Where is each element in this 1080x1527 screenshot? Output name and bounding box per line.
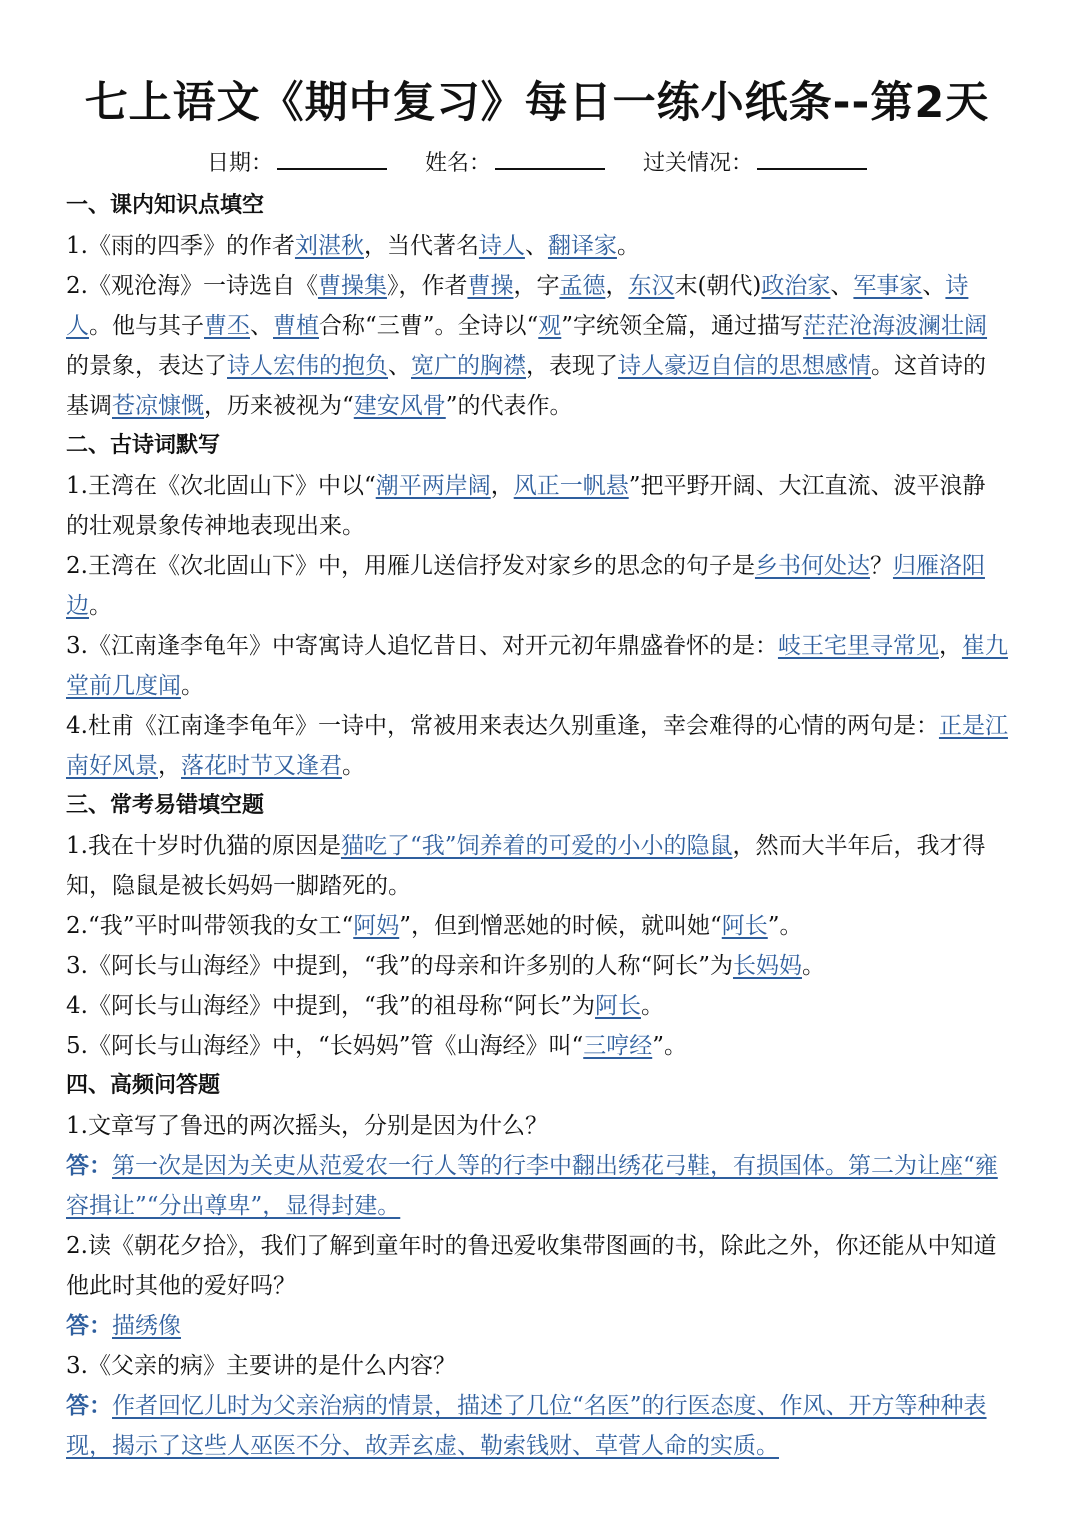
question-text: 、	[388, 353, 411, 379]
question-item	[66, 466, 1008, 546]
answer-label: 答：	[66, 1152, 112, 1179]
question-text: ，字	[513, 273, 560, 299]
date-field	[207, 146, 387, 176]
question-text: 1.《雨的四季》的作者	[66, 233, 295, 259]
answer-text: 描绣像	[112, 1313, 181, 1339]
question-item: 1.文章写了鲁迅的两次摇头，分别是因为什么？	[66, 1113, 548, 1139]
question-text: 》，作者	[386, 273, 468, 299]
question-text: ”。	[652, 1033, 687, 1059]
question-text: 的景象，表达了	[66, 353, 227, 379]
question-text: 、	[830, 273, 854, 299]
header-fields	[66, 146, 1008, 176]
question-text: 。	[640, 993, 664, 1019]
question-item: 3.《父亲的病》主要讲的是什么内容？	[66, 1353, 456, 1379]
answer-text: 孟德	[559, 273, 606, 299]
answer-text: 苍凉慷慨	[112, 393, 204, 419]
answer-text: 阿长	[594, 993, 641, 1019]
question-text: ，当代著名	[363, 233, 479, 259]
question-text: 2.“我”平时叫带领我的女工“	[66, 913, 354, 939]
question-item	[66, 706, 1008, 786]
question-text: ”字统领全篇，通过描写	[561, 313, 804, 339]
question-text: 1.王湾在《次北固山下》中以“	[66, 473, 376, 499]
answer-text: 岐王宅里寻常见	[777, 633, 939, 659]
question-text: ，	[938, 633, 962, 659]
worksheet-content	[66, 186, 1008, 1466]
answer-text: 观	[538, 313, 562, 339]
question-text: ”。	[767, 913, 803, 939]
question-text: 。	[89, 593, 112, 619]
question-text: 3.《阿长与山海经》中提到，“我”的母亲和许多别的人称“阿长”为	[66, 953, 733, 979]
question-item: 2.读《朝花夕拾》，我们了解到童年时的鲁迅爱收集带图画的书，除此之外，你还能从中知道他此时其他的爱好吗？	[66, 1233, 997, 1299]
question-text: ”，但到憎恶她的时候，就叫她“	[399, 913, 722, 939]
question-text: ，表现了	[526, 353, 618, 379]
question-text: 、	[250, 313, 273, 339]
name-blank	[495, 146, 605, 170]
answer-text: 阿妈	[353, 913, 400, 939]
answer-text: 三哼经	[583, 1033, 653, 1059]
answer-text: 茫茫沧海波澜壮阔	[803, 313, 988, 339]
status-field	[643, 146, 867, 176]
answer-text: 建安风骨	[353, 393, 446, 419]
answer-text: 风正一帆悬	[513, 473, 629, 499]
question-text: 2.王湾在《次北固山下》中，用雁儿送信抒发对家乡的思念的句子是	[66, 553, 755, 579]
question-text: 。他与其子	[89, 313, 204, 339]
status-blank	[757, 146, 867, 170]
question-item	[66, 986, 1008, 1026]
answer-text: 崔九堂前几度闻	[66, 633, 1008, 699]
question-item	[66, 1026, 1008, 1066]
question-text: 4.杜甫《江南逢李龟年》一诗中，常被用来表达久别重逢，幸会难得的心情的两句是：	[66, 713, 939, 739]
answer-text: 曹操	[467, 273, 514, 299]
answer-text: 曹操集	[317, 273, 387, 299]
answer-text: 刘湛秋	[294, 233, 364, 259]
question-text: 4.《阿长与山海经》中提到，“我”的祖母称“阿长”为	[66, 993, 595, 1019]
answer-text: 长妈妈	[732, 953, 802, 979]
question-item	[66, 826, 1008, 906]
answer-text: 军事家	[853, 273, 923, 299]
section-heading: 三、常考易错填空题	[66, 793, 265, 818]
date-label: 日期：	[206, 151, 273, 176]
section-heading: 四、高频问答题	[66, 1073, 221, 1098]
question-item	[66, 626, 1008, 706]
question-item	[66, 906, 1008, 946]
answer-text: 诗人宏伟的抱负	[227, 353, 388, 379]
answer-text: 阿长	[721, 913, 768, 939]
question-text: 2.《观沧海》一诗选自《	[66, 273, 318, 299]
answer-text: 翻译家	[547, 233, 617, 259]
question-text: 。这首诗的基调	[66, 353, 986, 419]
question-item	[66, 946, 1008, 986]
answer-text: 曹植	[273, 313, 319, 339]
answer-text: 正是江南好风景	[66, 713, 1008, 779]
question-text: 、	[524, 233, 548, 259]
answer-text: 诗人豪迈自信的思想感情	[618, 353, 871, 379]
question-text: ，然而大半年后，我才得知，隐鼠是被长妈妈一脚踏死的。	[66, 833, 986, 899]
question-text: 末(朝代)	[674, 273, 762, 299]
answer-item	[66, 1146, 1008, 1226]
name-field	[425, 146, 605, 176]
answer-text: 政治家	[761, 273, 831, 299]
answer-text: 诗人	[478, 233, 525, 259]
section-heading: 一、课内知识点填空	[66, 193, 265, 218]
question-item	[66, 266, 1008, 426]
answer-label: 答：	[66, 1392, 112, 1419]
question-text: 。	[616, 233, 640, 259]
status-label: 过关情况：	[643, 151, 754, 176]
answer-text: 第一次是因为关吏从范爱农一行人等的行李中翻出绣花弓鞋，有损国体。第二为让座“雍容揖让”“分出尊卑”，显得封建。	[66, 1153, 998, 1219]
question-text: ”的代表作。	[445, 393, 573, 419]
answer-text: 作者回忆儿时为父亲治病的情景，描述了几位“名医”的行医态度、作风、开方等种种表现，揭示了这些人巫医不分、故弄玄虚、勒索钱财、草菅人命的实质。	[66, 1393, 987, 1459]
question-text: 1.我在十岁时仇猫的原因是	[66, 833, 341, 859]
question-item	[66, 226, 1008, 266]
answer-text: 宽广的胸襟	[411, 353, 526, 379]
question-text: 、	[922, 273, 946, 299]
answer-text: 猫吃了“我”饲养着的可爱的小小的隐鼠	[340, 833, 733, 859]
question-text: 。	[342, 753, 365, 779]
answer-item	[66, 1306, 1008, 1346]
question-text: ，	[605, 273, 629, 299]
question-text: 。	[181, 673, 204, 699]
question-text: 。	[801, 953, 825, 979]
answer-label: 答：	[66, 1312, 112, 1339]
date-blank	[277, 146, 387, 170]
section-heading: 二、古诗词默写	[66, 433, 221, 458]
name-label: 姓名：	[424, 151, 491, 176]
answer-text: 乡书何处达	[754, 553, 870, 579]
answer-text: 潮平两岸阔	[375, 473, 491, 499]
answer-text: 落花时节又逢君	[181, 753, 342, 779]
answer-text: 东汉	[628, 273, 675, 299]
answer-text: 曹丕	[204, 313, 250, 339]
question-text: ”把平野开阔、大江直流、波平浪静的壮观景象传神地表现出来。	[66, 473, 986, 539]
question-text: ，	[158, 753, 181, 779]
answer-text: 归雁洛阳边	[66, 553, 985, 619]
answer-text: 诗人	[66, 273, 969, 339]
question-text: ，	[490, 473, 514, 499]
question-text: 合称“三曹”。全诗以“	[319, 313, 539, 339]
question-text: ，历来被视为“	[204, 393, 354, 419]
question-text: 5.《阿长与山海经》中，“长妈妈”管《山海经》叫“	[66, 1033, 584, 1059]
question-text: 3.《江南逢李龟年》中寄寓诗人追忆昔日、对开元初年鼎盛眷怀的是：	[66, 633, 778, 659]
question-item	[66, 546, 1008, 626]
page-title: 七上语文《期中复习》每日一练小纸条--第2天	[84, 78, 990, 128]
question-text: ？	[869, 553, 893, 579]
answer-item	[66, 1386, 1008, 1466]
